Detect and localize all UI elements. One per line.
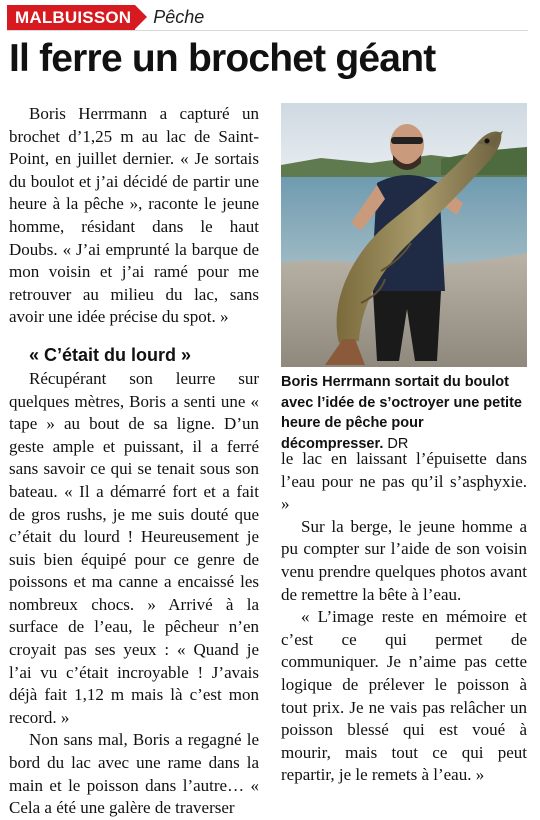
article-column-right [281,448,527,787]
kicker-divider [7,30,528,31]
body-paragraph: Sur la berge, le jeune homme a pu compter sur l’aide de son voisin venu prendre quelques photos avant de remettre la bête à l’eau. [281,516,527,604]
subheading: « C’était du lourd » [29,344,192,365]
section-tag: MALBUISSON [7,5,135,30]
photo-caption [281,372,527,454]
body-paragraph: le lac en laissant l’épuisette dans l’eau pour ne pas qu’il s’asphyxie. » [281,449,527,514]
headline: Il ferre un brochet géant [9,37,436,80]
article-column-left [9,103,259,820]
body-paragraph: « L’image reste en mémoire et c’est ce qui permet de communiquer. Je n’aime pas cette logique de prélever le poisson à tout prix. Je ne vais pas relâcher un poisson blessé qui est voué à mourir, mais tout ce qui peut repartir, je le remets à l’eau. » [281,607,527,785]
photo-credit: DR [387,435,409,452]
rubric-label: Pêche [153,7,205,27]
caption-text: Boris Herrmann sortait du boulot avec l’idée de s’octroyer une petite heure de pêche pour décompresser. [281,374,522,452]
article-photo [281,103,527,367]
body-paragraph: Non sans mal, Boris a regagné le bord du lac avec une rame dans la main et le poisson dans l’autre… « Cela a été une galère de traverser [9,730,259,818]
section-kicker [7,5,204,30]
body-paragraph: Récupérant son leurre sur quelques mètres, Boris a senti une « tape » au bout de sa ligne. D’un geste ample et puissant, il a ferré sans savoir ce qui se tenait sous son bateau. « Il a démarré fort et a fait de gros rushs, je me suis douté que c’était du lourd ! Heureusement je suis bien équipé pour ce genre de poissons et ma canne a encaissé les nombreux chocs. » Arrivé à la surface de l’eau, le pêcheur n’en croyait pas ses yeux : « Quand je l’ai vu c’était incroyable ! J’avais déjà fait 1,12 m mais là c’est mon record. » [9,368,259,727]
pike-photo-illustration [281,103,527,367]
intro-paragraph: Boris Herrmann a capturé un brochet d’1,25 m au lac de Saint-Point, en juillet dernier. « Je sortais du boulot et j’ai décidé de partir une heure à la pêche », raconte le jeune homme, résidant dans le haut Doubs. « J’ai emprunté la barque de mon voisin et j’ai ramé pour me retrouver au milieu du lac, sans avoir une idée précise du spot. » [9,104,259,327]
